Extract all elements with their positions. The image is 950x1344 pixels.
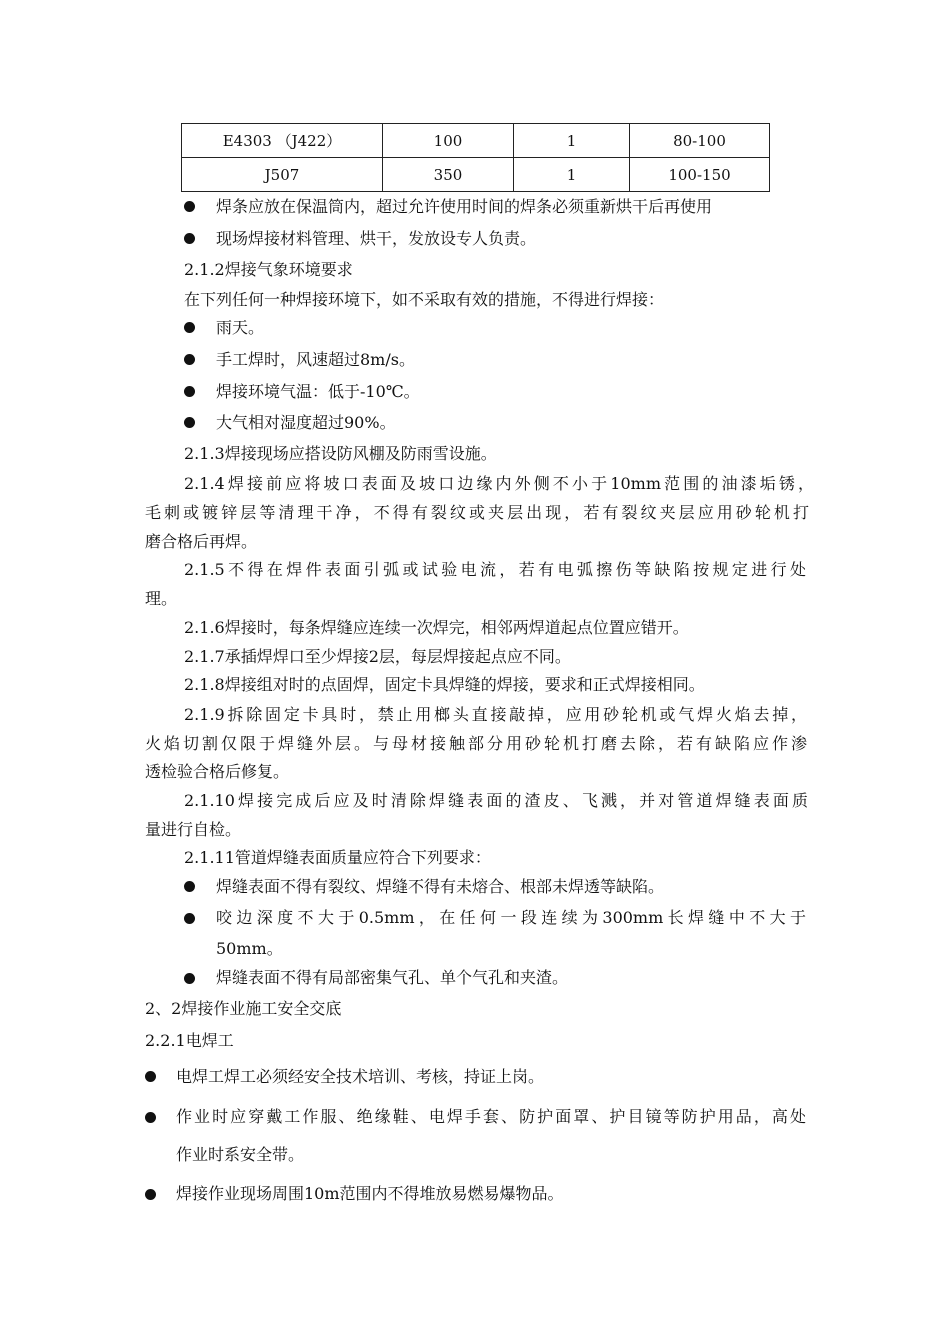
paragraph-line: 2.1.10焊接完成后应及时清除焊缝表面的渣皮、飞溅，并对管道焊缝表面质 — [184, 791, 808, 810]
bullet-icon — [145, 1112, 156, 1123]
table-cell: J507 — [182, 158, 383, 192]
bullet-icon — [145, 1189, 156, 1200]
table-cell: 100-150 — [630, 158, 770, 192]
bullet-icon — [184, 973, 195, 984]
section-heading: 2、2焊接作业施工安全交底 — [145, 999, 342, 1018]
table-cell: 80-100 — [630, 124, 770, 158]
paragraph-line: 在下列任何一种焊接环境下，如不采取有效的措施，不得进行焊接： — [184, 290, 665, 309]
bullet-icon — [184, 913, 195, 924]
bullet-text: 现场焊接材料管理、烘干，发放设专人负责。 — [216, 229, 537, 248]
bullet-icon — [184, 201, 195, 212]
bullet-text: 焊接环境气温：低于-10℃。 — [216, 382, 420, 401]
bullet-icon — [184, 417, 195, 428]
bullet-text: 电焊工焊工必须经安全技术培训、考核，持证上岗。 — [176, 1067, 545, 1086]
table-cell: 350 — [383, 158, 514, 192]
table-row — [182, 158, 770, 192]
table-cell: 1 — [514, 158, 630, 192]
bullet-icon — [184, 322, 195, 333]
bullet-text: 雨天。 — [216, 318, 265, 337]
table-cell: 1 — [514, 124, 630, 158]
bullet-text: 作业时系安全带。 — [176, 1145, 305, 1164]
paragraph-line: 2.1.9拆除固定卡具时，禁止用榔头直接敲掉，应用砂轮机或气焊火焰去掉， — [184, 705, 807, 724]
electrode-table — [181, 123, 770, 192]
bullet-text: 大气相对湿度超过90%。 — [216, 413, 396, 432]
paragraph-line: 2.1.3焊接现场应搭设防风棚及防雨雪设施。 — [184, 444, 497, 463]
paragraph-line: 2.1.11管道焊缝表面质量应符合下列要求： — [184, 848, 491, 867]
bullet-text: 焊条应放在保温筒内，超过允许使用时间的焊条必须重新烘干后再使用 — [216, 197, 713, 216]
bullet-text: 焊接作业现场周围10m范围内不得堆放易燃易爆物品。 — [176, 1184, 564, 1203]
bullet-text: 焊缝表面不得有局部密集气孔、单个气孔和夹渣。 — [216, 968, 569, 987]
bullet-text: 焊缝表面不得有裂纹、焊缝不得有未熔合、根部未焊透等缺陷。 — [216, 877, 665, 896]
table-cell: 100 — [383, 124, 514, 158]
bullet-text: 作业时应穿戴工作服、绝缘鞋、电焊手套、防护面罩、护目镜等防护用品，高处 — [176, 1107, 806, 1126]
table-row — [182, 124, 770, 158]
table-cell: E4303 （J422） — [182, 124, 383, 158]
paragraph-line: 2.1.7承插焊焊口至少焊接2层，每层焊接起点应不同。 — [184, 647, 571, 666]
paragraph-line: 2.1.5不得在焊件表面引弧或试验电流，若有电弧擦伤等缺陷按规定进行处 — [184, 560, 806, 579]
paragraph-line: 2.1.8焊接组对时的点固焊，固定卡具焊缝的焊接，要求和正式焊接相同。 — [184, 675, 705, 694]
bullet-text: 手工焊时，风速超过8m/s。 — [216, 350, 415, 369]
paragraph-line: 透检验合格后修复。 — [145, 762, 290, 781]
bullet-icon — [145, 1071, 156, 1082]
section-heading: 2.1.2焊接气象环境要求 — [184, 260, 353, 279]
paragraph-line: 理。 — [145, 589, 178, 608]
paragraph-line: 毛刺或镀锌层等清理干净，不得有裂纹或夹层出现，若有裂纹夹层应用砂轮机打 — [145, 503, 809, 522]
paragraph-line: 2.1.4焊接前应将坡口表面及坡口边缘内外侧不小于10mm范围的油漆垢锈， — [184, 474, 814, 493]
section-heading: 2.2.1电焊工 — [145, 1031, 234, 1050]
bullet-icon — [184, 354, 195, 365]
bullet-text: 咬边深度不大于0.5mm，在任何一段连续为300mm长焊缝中不大于 — [216, 908, 806, 927]
paragraph-line: 2.1.6焊接时，每条焊缝应连续一次焊完，相邻两焊道起点位置应错开。 — [184, 618, 689, 637]
paragraph-line: 量进行自检。 — [145, 820, 242, 839]
bullet-text: 50mm。 — [216, 939, 283, 958]
bullet-icon — [184, 881, 195, 892]
paragraph-line: 磨合格后再焊。 — [145, 532, 258, 551]
paragraph-line: 火焰切割仅限于焊缝外层。与母材接触部分用砂轮机打磨去除，若有缺陷应作渗 — [145, 734, 807, 753]
bullet-icon — [184, 386, 195, 397]
bullet-icon — [184, 233, 195, 244]
